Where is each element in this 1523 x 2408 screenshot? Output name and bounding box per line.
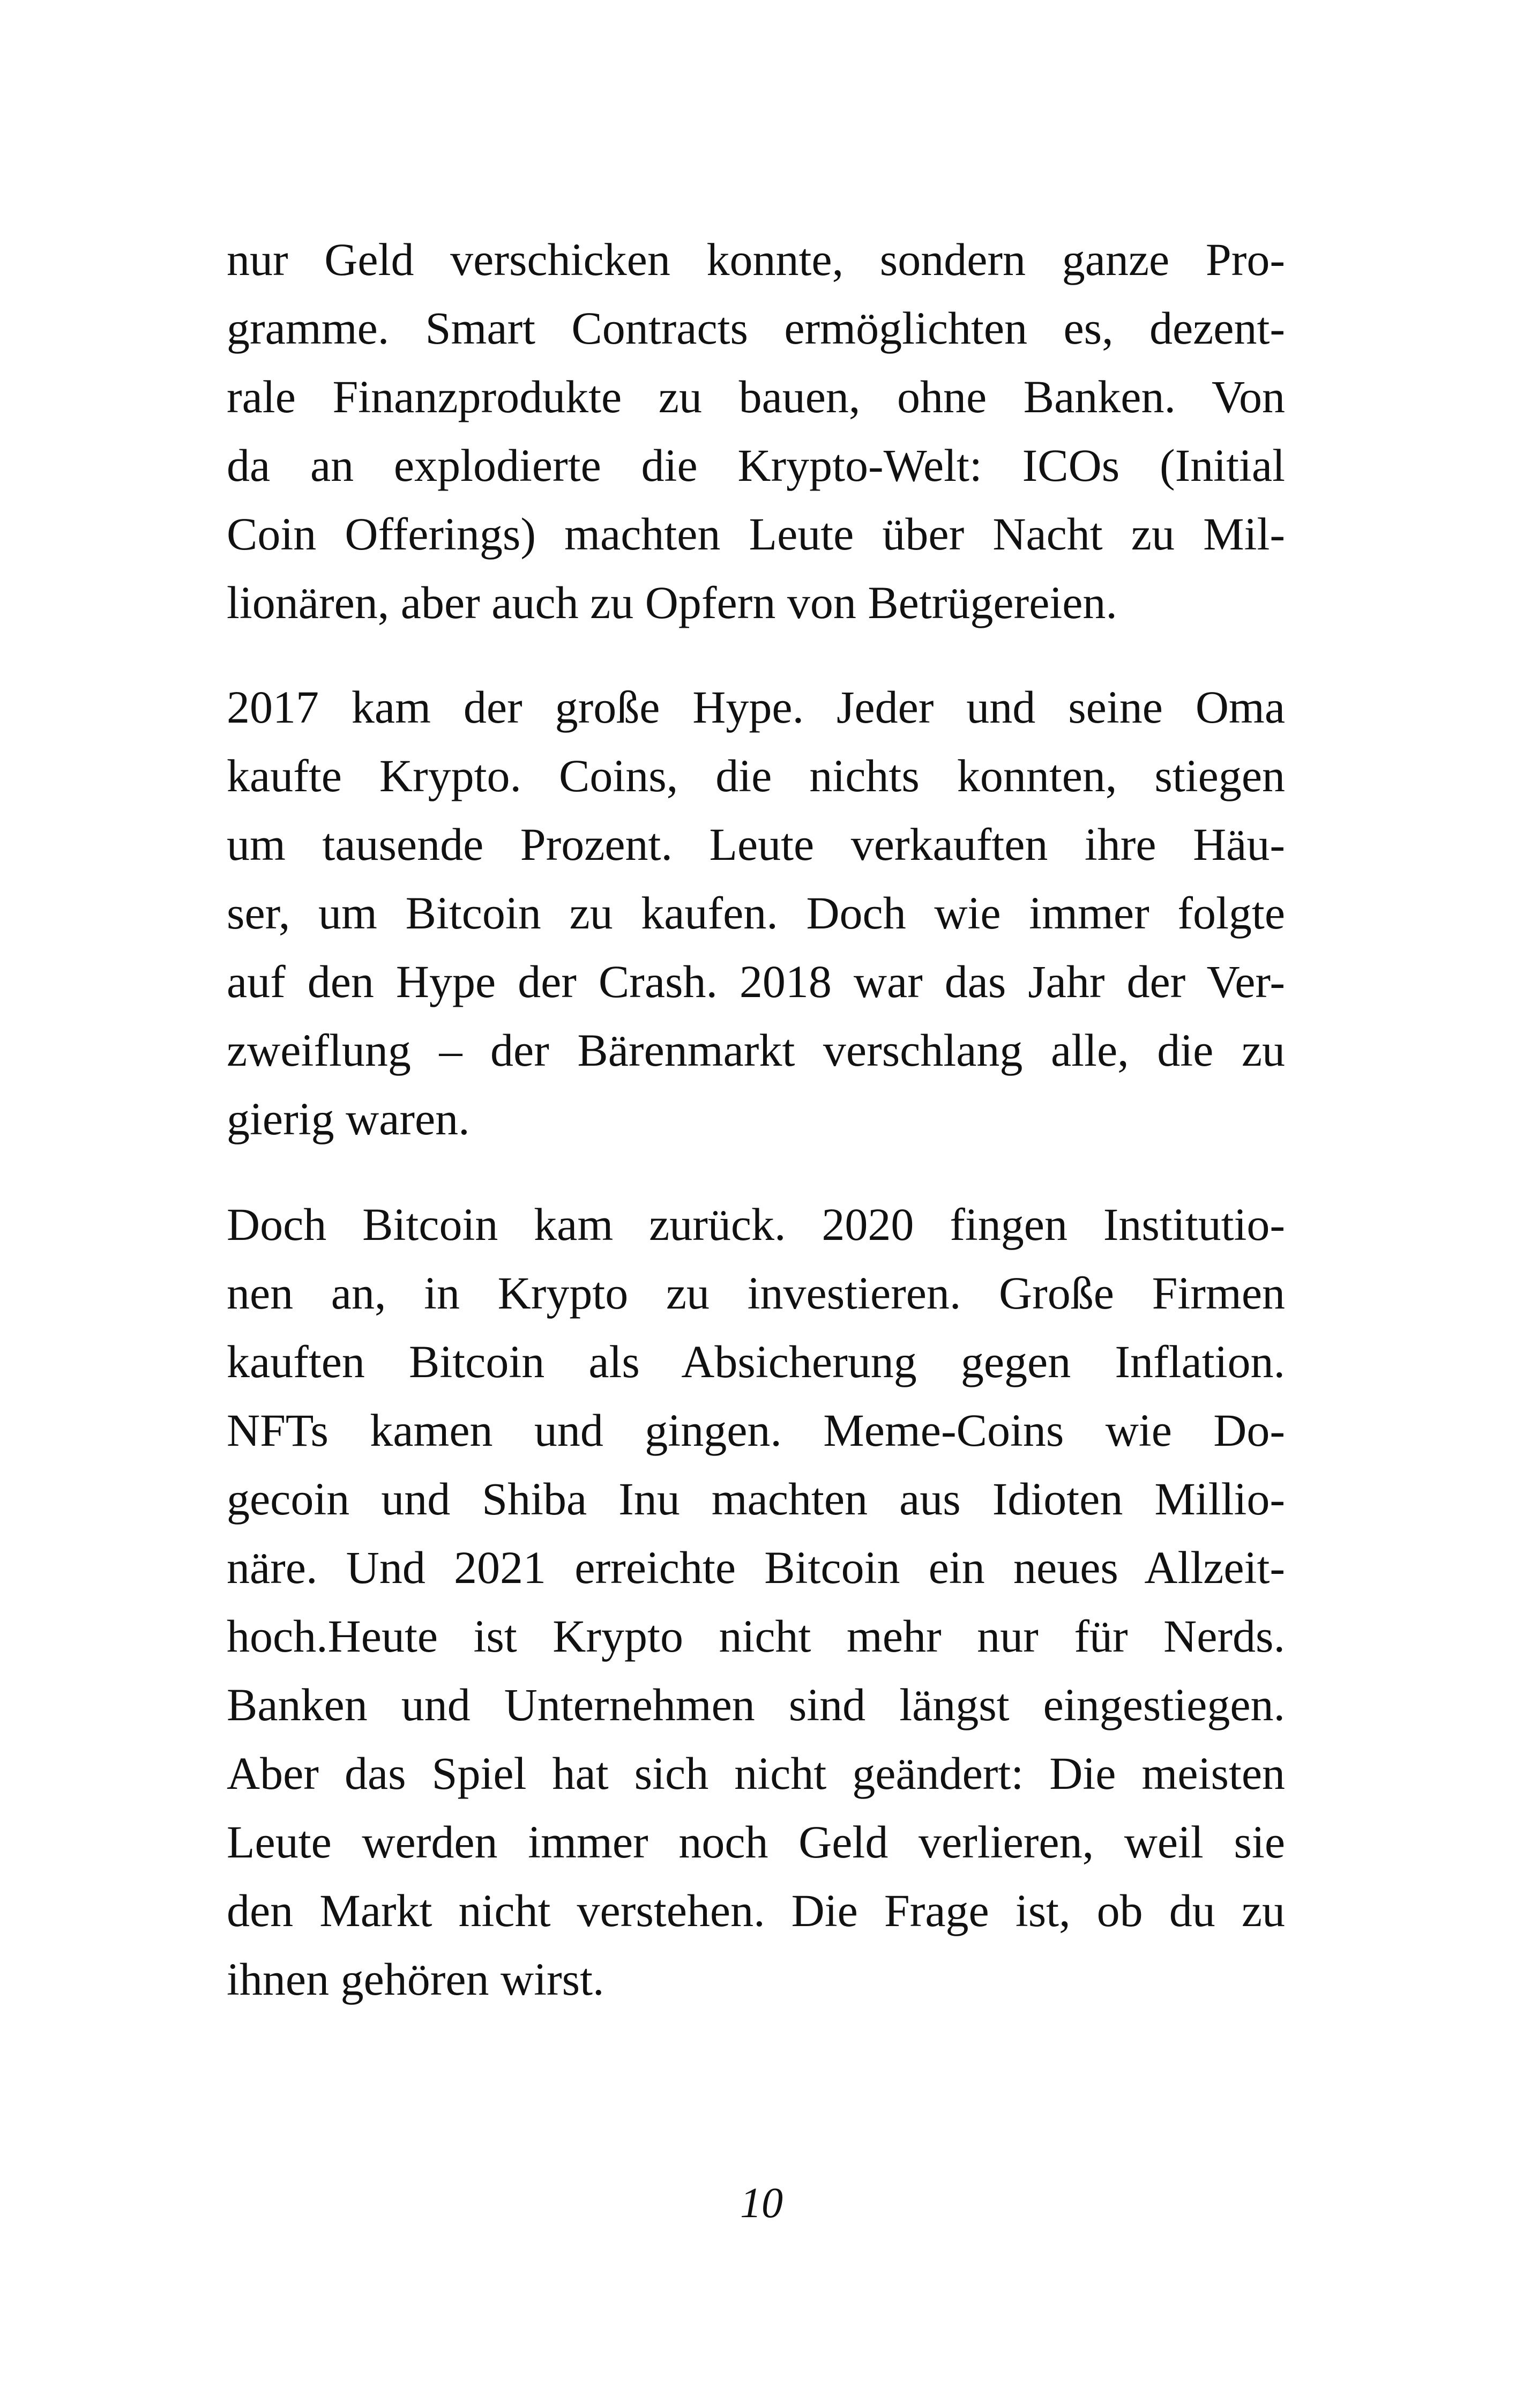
text-line: Banken und Unternehmen sind längst eingestiegen.: [227, 1679, 1285, 1730]
text-line: kaufte Krypto. Coins, die nichts konnten, stiegen: [227, 750, 1285, 801]
text-line: rale Finanzprodukte zu bauen, ohne Banken. Von: [227, 371, 1285, 422]
text-line: auf den Hype der Crash. 2018 war das Jahr der Ver-: [227, 956, 1285, 1007]
text-line: lionären, aber auch zu Opfern von Betrügereien.: [227, 577, 1117, 628]
text-line: Coin Offerings) machten Leute über Nacht zu Mil-: [227, 508, 1285, 560]
paragraph-bitcoin-comeback: [227, 1190, 1285, 2013]
text-line: Aber das Spiel hat sich nicht geändert: Die meisten: [227, 1748, 1285, 1799]
text-line: nen an, in Krypto zu investieren. Große Firmen: [227, 1267, 1285, 1319]
text-line: da an explodierte die Krypto-Welt: ICOs (Initial: [227, 440, 1285, 491]
text-line: ihnen gehören wirst.: [227, 1953, 604, 2005]
text-line: den Markt nicht verstehen. Die Frage ist, ob du zu: [227, 1885, 1285, 1936]
text-line: 2017 kam der große Hype. Jeder und seine Oma: [227, 681, 1285, 733]
text-line: NFTs kamen und gingen. Meme-Coins wie Do-: [227, 1404, 1285, 1456]
text-line: hoch.Heute ist Krypto nicht mehr nur für Nerds.: [227, 1610, 1285, 1662]
text-line: zweiflung – der Bärenmarkt verschlang alle, die zu: [227, 1024, 1285, 1076]
text-line: um tausende Prozent. Leute verkauften ihre Häu-: [227, 819, 1285, 870]
text-line: nur Geld verschicken konnte, sondern ganze Pro-: [227, 234, 1285, 285]
text-line: kauften Bitcoin als Absicherung gegen Inflation.: [227, 1336, 1285, 1387]
page-number: 10: [740, 2180, 783, 2227]
text-line: gierig waren.: [227, 1093, 470, 1144]
text-line: Leute werden immer noch Geld verlieren, weil sie: [227, 1816, 1285, 1868]
text-line: ser, um Bitcoin zu kaufen. Doch wie immer folgte: [227, 887, 1285, 939]
text-line: gramme. Smart Contracts ermöglichten es, dezent-: [227, 302, 1285, 354]
paragraph-ethereum-icos: [227, 225, 1285, 637]
text-line: näre. Und 2021 erreichte Bitcoin ein neues Allzeit-: [227, 1542, 1285, 1593]
text-line: Doch Bitcoin kam zurück. 2020 fingen Institutio-: [227, 1199, 1285, 1250]
paragraph-2017-hype: [227, 673, 1285, 1153]
text-line: gecoin und Shiba Inu machten aus Idioten Millio-: [227, 1473, 1285, 1525]
